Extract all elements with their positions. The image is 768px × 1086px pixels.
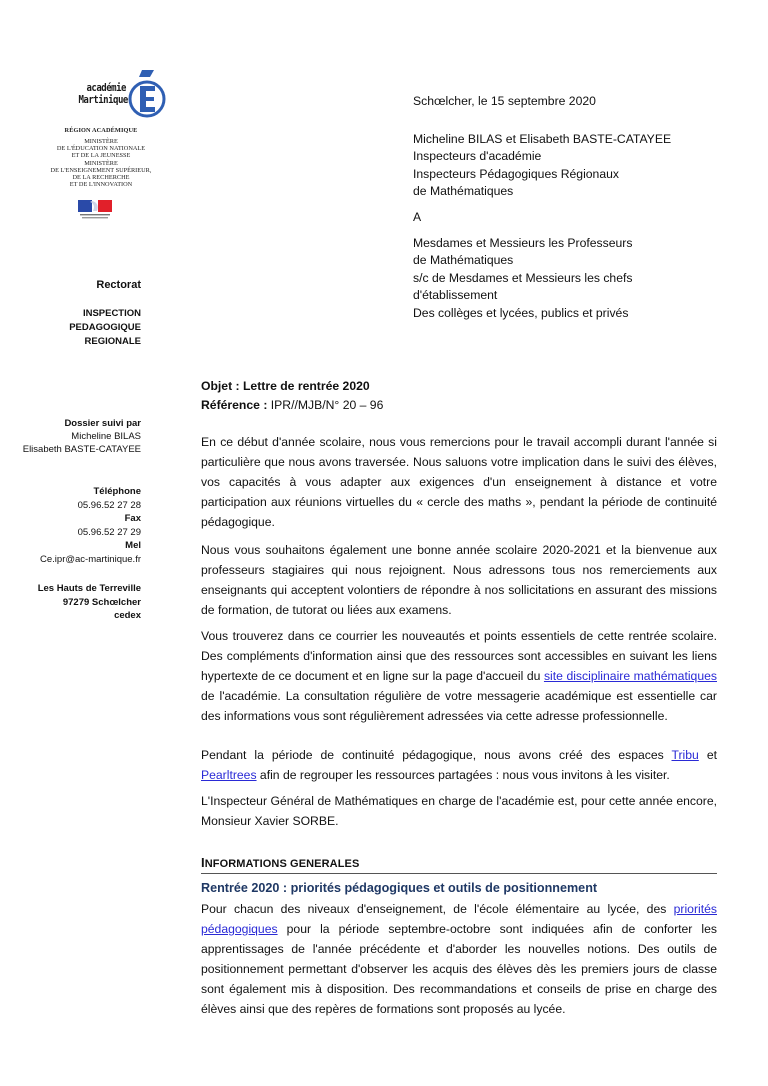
address-line: Les Hauts de Terreville [37,583,141,594]
email-value[interactable]: Ce.ipr@ac-martinique.fr [40,553,141,565]
section-subtitle: Rentrée 2020 : priorités pédagogiques et outils de positionnement [201,881,598,895]
address-line: cedex [114,610,141,621]
text: Pour chacun des niveaux d'enseignement, de l'école élémentaire au lycée, des [201,902,674,916]
site-disciplinaire-link[interactable]: site disciplinaire mathématiques [543,669,717,683]
dossier-label: Dossier suivi par [64,418,141,429]
recipient-label: A [413,210,422,224]
reference-line [201,396,717,415]
e-acute-logo-icon [128,70,166,118]
academie-logo [60,68,160,128]
sender-line: Inspecteurs Pédagogiques Régionaux [413,166,619,181]
heading-initial: I [201,855,205,870]
logo-line-2: Martinique [78,93,128,106]
dossier-name: Micheline BILAS [71,431,141,442]
dossier-name: Elisabeth BASTE-CATAYEE [22,444,141,455]
paragraph-priorities [201,899,717,1019]
phone-value: 05.96.52 27 28 [77,499,141,511]
text: afin de regrouper les ressources partagées : nous vous invitons à les visiter. [256,768,670,782]
subject-line [201,377,717,396]
service-line: REGIONALE [84,336,141,347]
ministry2-line: DE L'ENSEIGNEMENT SUPÉRIEUR, [50,166,152,174]
logo-wordmark [78,82,126,106]
ministry-block [30,127,172,188]
sender-line: de Mathématiques [413,184,514,199]
paragraph-welcome: Nous vous souhaitons également une bonne année scolaire 2020-2021 et la bienvenue aux professeurs stagiaires qui nous rejoignent. Nous adressons tous nos remerciements aux enseignants qui acceptent volontiers de répondre à nos sollicitations en assurant des missions de formation, de tutorat ou liées aux examens. [201,543,717,617]
ministry2-line: MINISTÈRE [84,159,118,167]
pearltrees-link[interactable]: Pearltrees [201,768,257,782]
sender-line: Micheline BILAS et Elisabeth BASTE-CATAYEE [413,132,672,146]
text: de l'académie. La consultation régulière de votre messagerie académique est essentielle car des informations vous sont régulièrement adressées via cette adresse professionnelle. [201,689,717,723]
objet-value: Lettre de rentrée 2020 [242,379,370,393]
section-heading [201,855,717,874]
recipient-line: Des collèges et lycées, publics et privés [413,305,629,320]
recipient-block [413,235,632,322]
contact-block [40,485,141,566]
service-label [69,307,141,349]
text: pour la période septembre-octobre sont indiquées afin de conforter les apprentissages de l'année précédente et d'aborder les nouvelles notions. Des outils de positionnement permettant d'observer les acquis des élèves dès les premiers jours de classe sont également mis à disposition. Des recommandations et conseils de prise en charge des élèves ainsi que des repères de formations sont proposés au lycée. [201,922,717,1016]
tribu-link[interactable]: Tribu [671,748,699,762]
heading-rest: NFORMATIONS GENERALES [204,858,360,870]
address-block [38,582,141,623]
objet-label: Objet : [201,379,240,393]
fax-value: 05.96.52 27 29 [77,526,141,538]
recipient-line: de Mathématiques [413,253,514,268]
rectorat-label: Rectorat [96,279,141,291]
ministry1-line: MINISTÈRE [84,138,118,145]
mel-label: Mel [125,540,141,551]
paragraph-resources [201,626,717,726]
fax-label: Fax [124,513,141,524]
dossier-block [23,417,141,456]
region-label: RÉGION ACADÉMIQUE [64,127,138,134]
ministry2-line: ET DE L'INNOVATION [69,181,133,189]
service-line: INSPECTION [82,308,141,319]
recipient-line: Mesdames et Messieurs les Professeurs [413,236,633,250]
ministry1-line: ET DE LA JEUNESSE [71,152,131,160]
phone-label: Téléphone [93,486,141,497]
address-line: 97279 Schœlcher [62,596,141,608]
sender-line: Inspecteurs d'académie [413,149,542,164]
letter-date: Schœlcher, le 15 septembre 2020 [413,94,596,108]
paragraph-inspector: L'Inspecteur Général de Mathématiques en charge de l'académie est, pour cette année encore, Monsieur Xavier SORBE. [201,794,717,828]
service-line: PEDAGOGIQUE [69,322,141,333]
sender-block [413,131,671,201]
text: et [698,748,717,762]
reference-label: Référence : [201,398,268,412]
text: Vous trouverez dans ce courrier les nouveautés et points essentiels de cette rentrée scolaire. Des compléments d'information ainsi que des ressources sont accessibles en suivant les liens hypertexte de ce document et en ligne sur la page d'accueil du [201,629,717,683]
priorites-pedagogiques-link[interactable]: priorités pédagogiques [201,902,717,936]
text: Pendant la période de continuité pédagogique, nous avons créé des espaces [201,748,672,762]
logo-line-1: académie [86,81,126,94]
ministry2-line: DE LA RECHERCHE [72,174,130,182]
paragraph-spaces [201,745,717,785]
subject-block [201,377,717,415]
paragraph-intro: En ce début d'année scolaire, nous vous remercions pour le travail accompli durant l'année si particulière que nous avons traversée. Nous saluons votre implication dans le suivi des élèves, vos capacités à vous adapter aux exigences d'un enseignement à distance et votre participation aux réunions virtuelles du « cercle des maths », pendant la période de continuité pédagogique. [201,435,717,529]
recipient-line: s/c de Mesdames et Messieurs les chefs [413,270,633,285]
marianne-flag-icon [76,200,114,222]
reference-value: IPR//MJB/N° 20 – 96 [270,398,384,412]
ministry1-line: DE L'ÉDUCATION NATIONALE [56,145,146,153]
recipient-line: d'établissement [413,288,498,303]
